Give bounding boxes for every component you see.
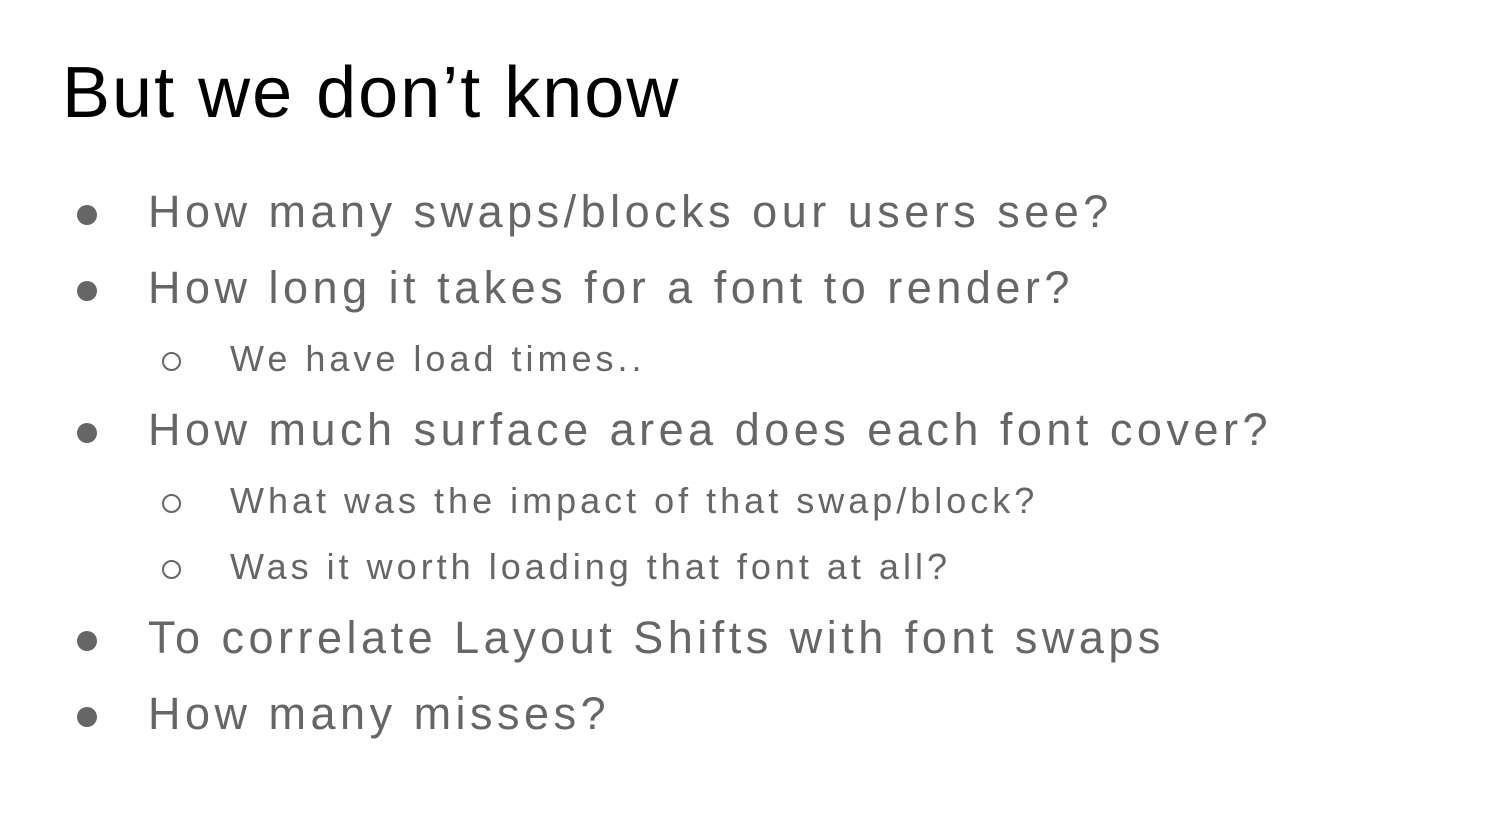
bullet-text: How many swaps/blocks our users see? [148,186,1113,237]
bullet-list [0,174,1486,752]
bullet-circle-icon [162,352,181,371]
bullet-disc-icon [77,423,97,443]
bullet-item [0,534,1486,600]
bullet-item [0,392,1486,468]
bullet-item [0,250,1486,326]
bullet-text: How long it takes for a font to render? [148,262,1074,313]
bullet-disc-icon [77,281,97,301]
bullet-text: How many misses? [148,688,611,739]
bullet-circle-icon [162,560,181,579]
bullet-disc-icon [77,631,97,651]
bullet-text: We have load times.. [230,338,646,379]
bullet-text: Was it worth loading that font at all? [230,546,951,587]
bullet-text: To correlate Layout Shifts with font swaps [148,612,1165,663]
bullet-disc-icon [77,707,97,727]
bullet-text: What was the impact of that swap/block? [230,480,1039,521]
bullet-disc-icon [77,205,97,225]
bullet-item [0,174,1486,250]
bullet-text: How much surface area does each font cover? [148,404,1272,455]
bullet-item [0,676,1486,752]
bullet-item [0,468,1486,534]
bullet-circle-icon [162,494,181,513]
slide-title: But we don’t know [62,53,681,133]
bullet-item [0,600,1486,676]
bullet-item [0,326,1486,392]
